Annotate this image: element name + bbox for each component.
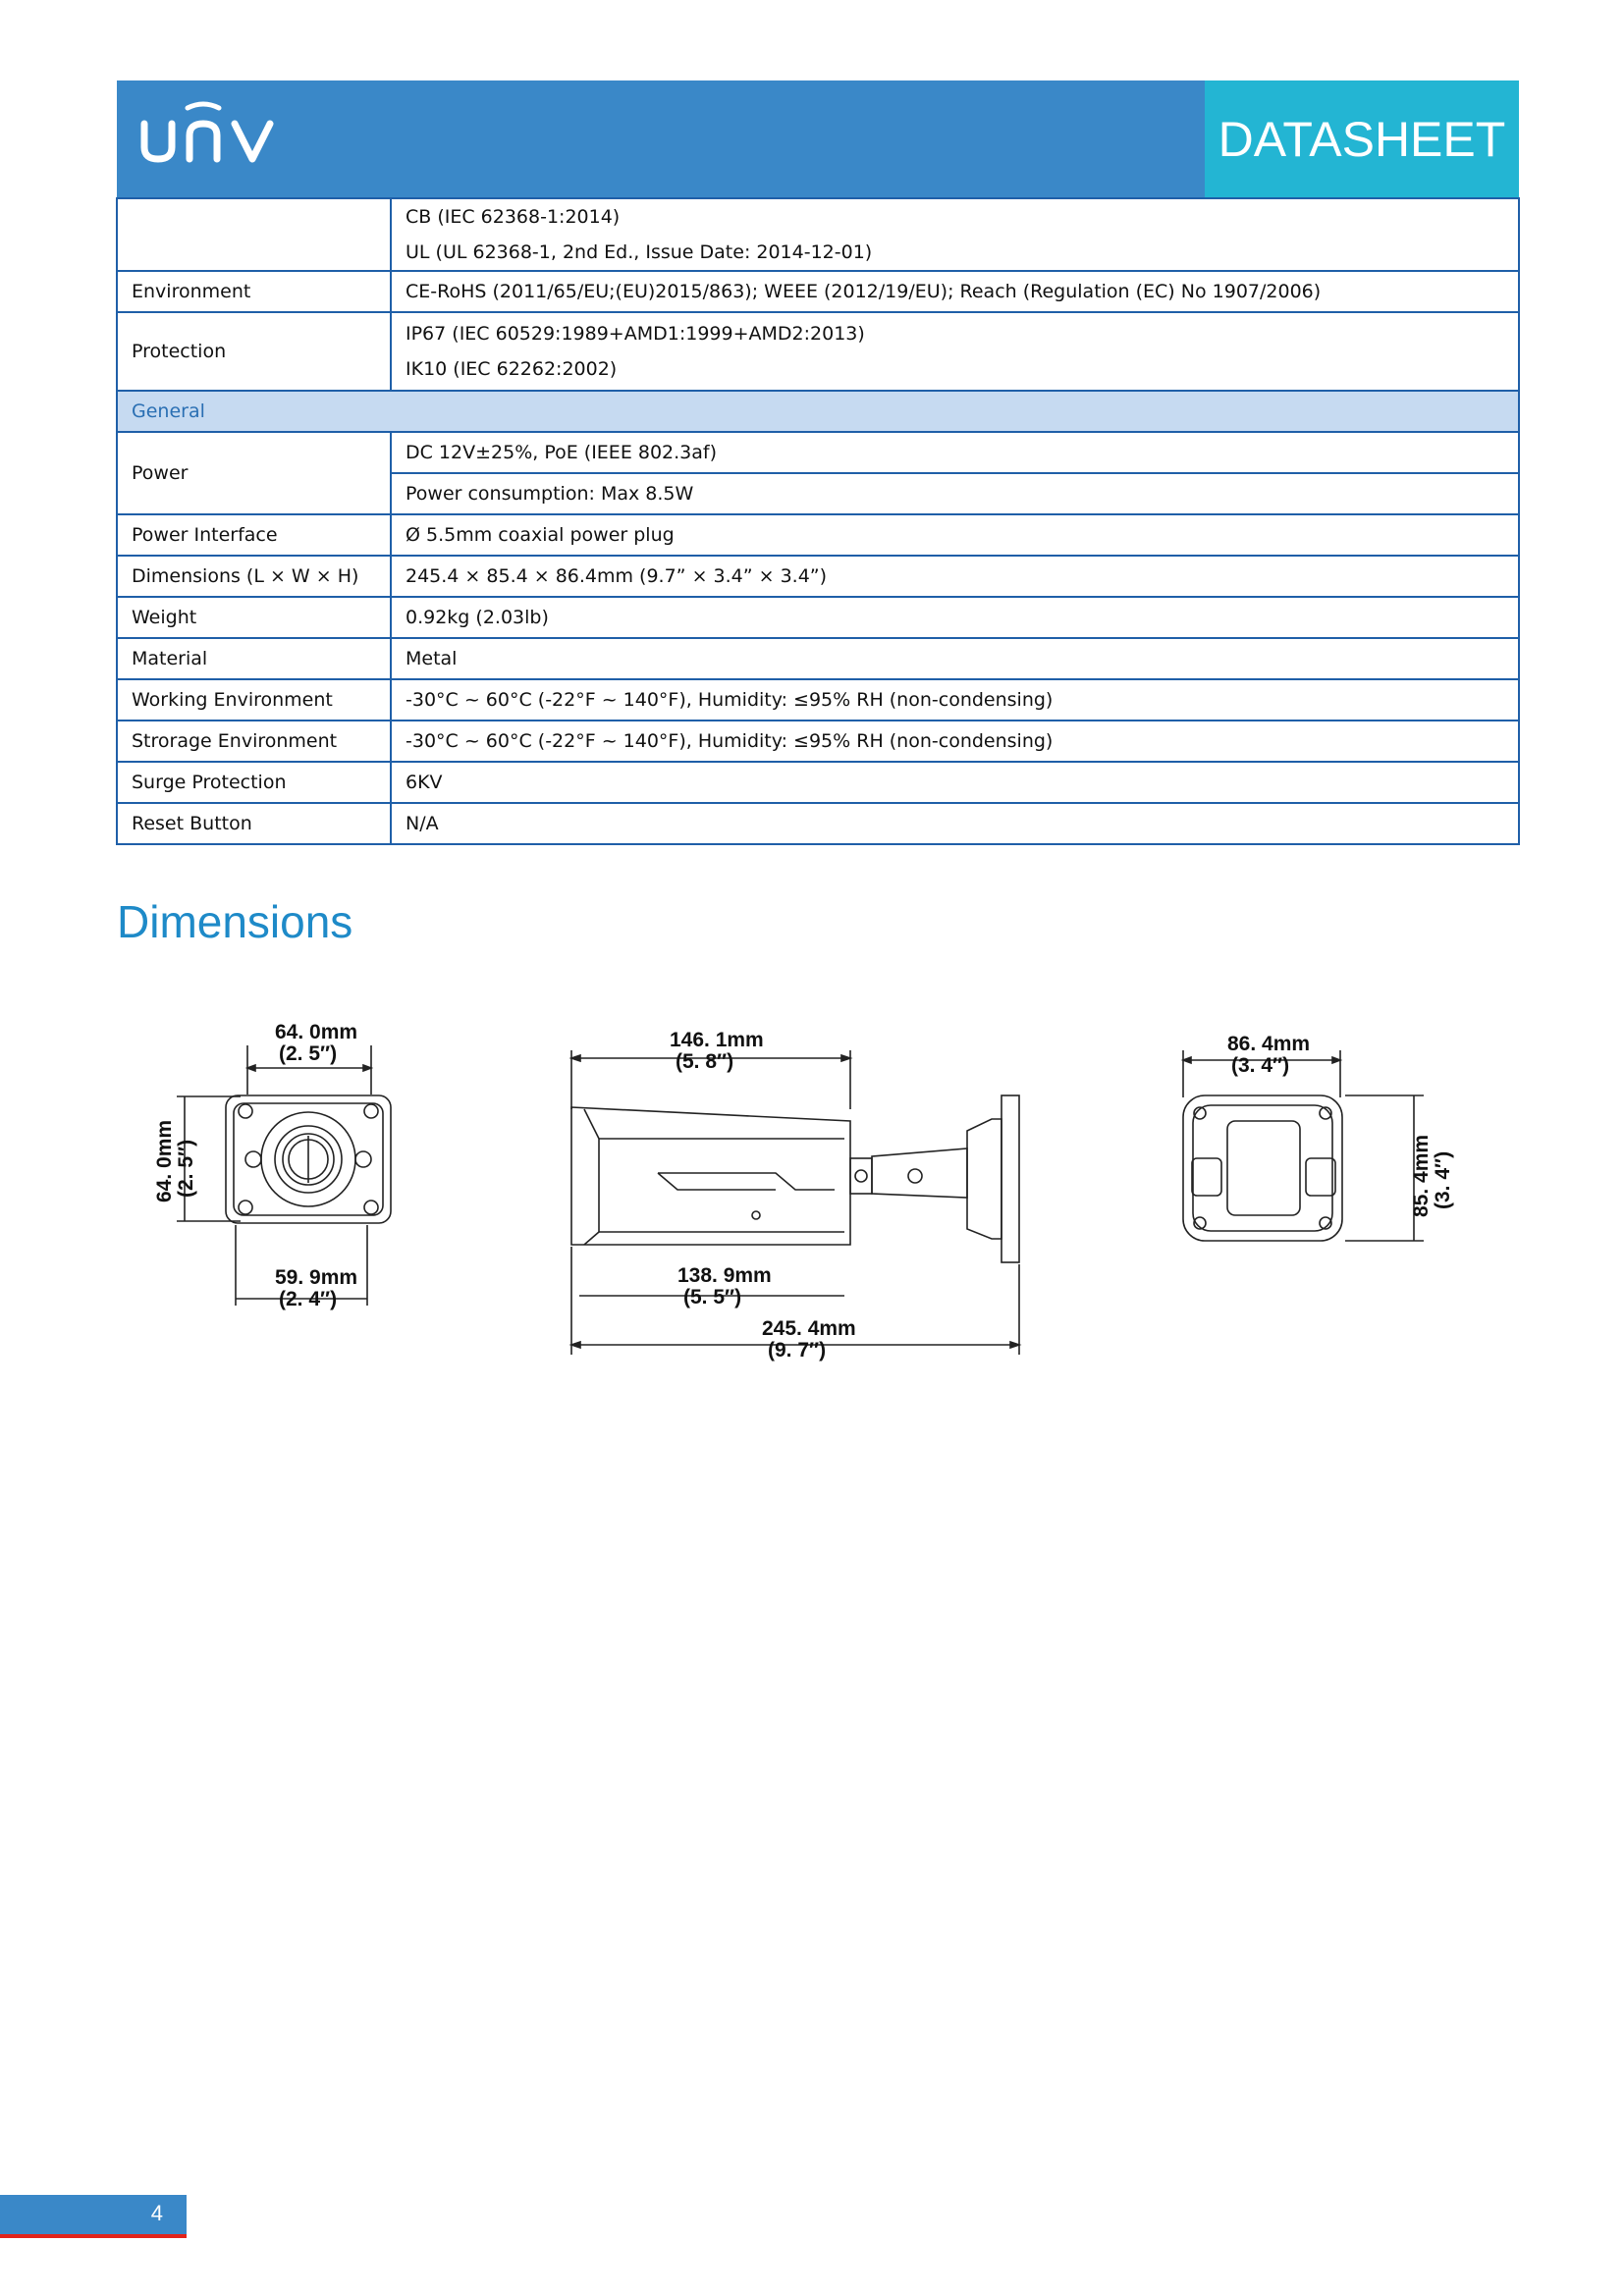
front-base-inch: (2. 4″) [279,1288,338,1310]
table-row [117,679,1519,721]
table-row [117,762,1519,803]
table-row [117,514,1519,556]
row-label: Power Interface [117,514,391,556]
row-label: Protection [117,312,391,391]
row-value: IP67 (IEC 60529:1989+AMD1:1999+AMD2:2013) [406,323,865,345]
row-value: Power consumption: Max 8.5W [391,473,1519,514]
row-value: CB (IEC 62368-1:2014) [406,206,621,228]
table-row [117,556,1519,597]
dimension-drawings [147,1011,1502,1384]
unv-logo [138,98,286,177]
front-width-label: 64. 0mm [275,1021,358,1043]
row-label: Strorage Environment [117,721,391,762]
section-title: General [117,391,1519,432]
front-width-inch: (2. 5″) [279,1042,338,1065]
table-row [117,432,1519,473]
side-top-label: 146. 1mm [670,1029,764,1051]
front-height-inch: (2. 5″) [175,1139,197,1198]
dimension-drawings-svg [147,1011,1502,1384]
unv-logo-icon [138,98,286,177]
datasheet-badge [1205,80,1519,197]
table-row [117,638,1519,679]
row-value: 0.92kg (2.03lb) [391,597,1519,638]
spec-table [116,197,1520,845]
table-row [117,597,1519,638]
side-top-inch: (5. 8″) [676,1050,734,1073]
side-mid-inch: (5. 5″) [683,1286,742,1308]
page-number: 4 [150,2201,163,2225]
row-value: -30°C ~ 60°C (-22°F ~ 140°F), Humidity: ≤95% RH (non-condensing) [391,721,1519,762]
side-view-drawing [571,1050,1019,1355]
table-row [117,271,1519,312]
row-label [117,198,391,271]
row-label: Power [117,432,391,514]
back-view-drawing [1183,1050,1424,1241]
row-value: Metal [391,638,1519,679]
footer-bar [0,2195,187,2234]
row-label: Material [117,638,391,679]
side-length-inch: (9. 7″) [768,1339,827,1362]
row-label: Surge Protection [117,762,391,803]
table-row [117,803,1519,844]
row-label: Environment [117,271,391,312]
row-value: Ø 5.5mm coaxial power plug [391,514,1519,556]
dimensions-heading: Dimensions [117,896,353,947]
row-label: Working Environment [117,679,391,721]
table-row [117,312,1519,391]
row-label: Dimensions (L × W × H) [117,556,391,597]
back-width-inch: (3. 4″) [1231,1054,1290,1077]
row-value: N/A [391,803,1519,844]
row-value: UL (UL 62368-1, 2nd Ed., Issue Date: 2014-12-01) [406,241,873,263]
front-base-label: 59. 9mm [275,1266,358,1289]
row-value: -30°C ~ 60°C (-22°F ~ 140°F), Humidity: ≤95% RH (non-condensing) [391,679,1519,721]
row-value: 245.4 × 85.4 × 86.4mm (9.7” × 3.4” × 3.4”) [391,556,1519,597]
side-length-label: 245. 4mm [762,1317,856,1340]
back-width-label: 86. 4mm [1227,1033,1311,1055]
table-row [117,721,1519,762]
footer-accent-line [0,2234,187,2238]
section-header-general [117,391,1519,432]
row-value: CE-RoHS (2011/65/EU;(EU)2015/863); WEEE (2012/19/EU); Reach (Regulation (EC) No 1907/2006) [391,271,1519,312]
row-label: Reset Button [117,803,391,844]
side-mid-label: 138. 9mm [677,1264,772,1287]
row-value: 6KV [391,762,1519,803]
datasheet-label: DATASHEET [1218,111,1506,167]
back-height-inch: (3. 4″) [1432,1150,1454,1209]
row-value: DC 12V±25%, PoE (IEEE 802.3af) [391,432,1519,473]
row-label: Weight [117,597,391,638]
row-value: IK10 (IEC 62262:2002) [406,358,618,380]
page-header [117,80,1519,197]
back-height-label: 85. 4mm [1410,1134,1433,1217]
table-row [117,198,1519,271]
front-height-label: 64. 0mm [153,1119,176,1202]
